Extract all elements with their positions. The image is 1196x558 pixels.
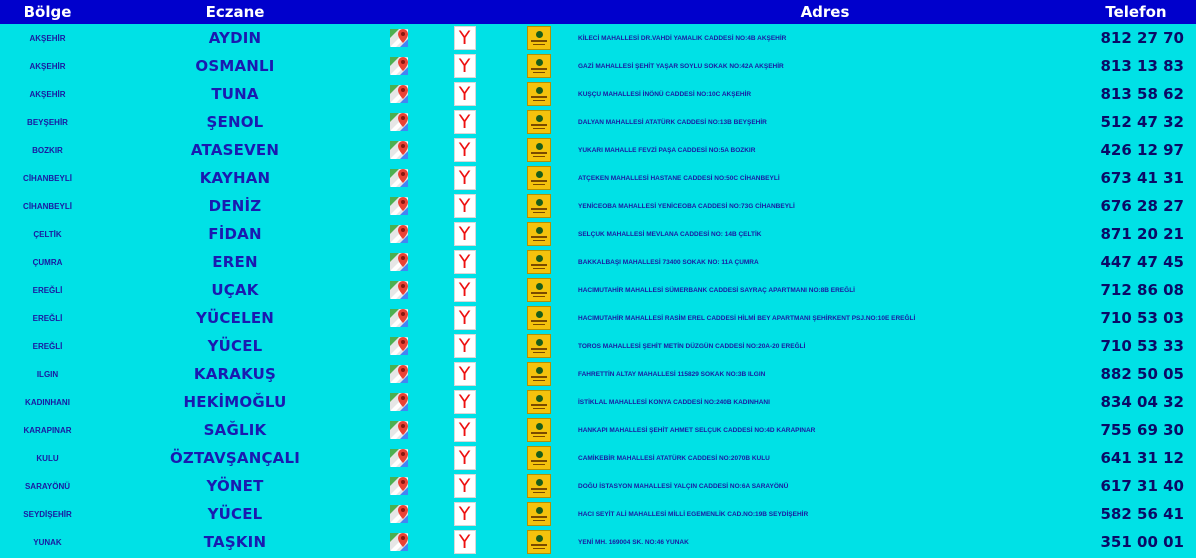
- bolge-cell: YUNAK: [33, 537, 62, 547]
- table-row: [0, 500, 1196, 528]
- eczane-badge-icon: [527, 54, 551, 78]
- eczane-badge-icon: [527, 502, 551, 526]
- eczane-badge-icon: [527, 166, 551, 190]
- bolge-cell: AKŞEHİR: [29, 61, 66, 71]
- adres-cell: BAKKALBAŞI MAHALLESİ 73400 SOKAK NO: 11A ÇUMRA: [578, 258, 759, 266]
- bolge-cell: SARAYÖNÜ: [24, 481, 71, 491]
- maps-cell[interactable]: [375, 500, 425, 528]
- table-row: [0, 416, 1196, 444]
- adres-cell: YENİCEOBA MAHALLESİ YENİCEOBA CADDESİ NO:73G CİHANBEYLİ: [578, 202, 795, 210]
- eczane-badge-icon: [527, 306, 551, 330]
- google-maps-icon[interactable]: [389, 139, 411, 161]
- eczane-name: ŞENOL: [206, 113, 264, 131]
- maps-cell[interactable]: [375, 276, 425, 304]
- yandex-glyph: Y: [458, 111, 471, 133]
- yandex-cell[interactable]: [425, 248, 504, 276]
- google-maps-icon[interactable]: [389, 111, 411, 133]
- telefon-cell: 617 31 40: [1100, 477, 1184, 495]
- yandex-navigation-icon[interactable]: [454, 250, 476, 274]
- badge-cell: [504, 52, 574, 80]
- yandex-glyph: Y: [458, 531, 471, 553]
- badge-cell: [504, 164, 574, 192]
- maps-cell[interactable]: [375, 24, 425, 52]
- google-maps-icon[interactable]: [389, 363, 411, 385]
- maps-cell[interactable]: [375, 192, 425, 220]
- bolge-cell: AKŞEHİR: [29, 89, 66, 99]
- yandex-cell[interactable]: [425, 136, 504, 164]
- google-maps-icon[interactable]: [389, 419, 411, 441]
- google-maps-icon[interactable]: [389, 475, 411, 497]
- header-row: [0, 0, 1196, 24]
- eczane-name: YÜCEL: [207, 337, 263, 355]
- yandex-cell[interactable]: [425, 108, 504, 136]
- eczane-name: HEKİMOĞLU: [183, 393, 287, 411]
- adres-cell: CAMİKEBİR MAHALLESİ ATATÜRK CADDESİ NO:2070B KULU: [578, 454, 770, 462]
- bolge-cell: AKŞEHİR: [29, 33, 66, 43]
- yandex-glyph: Y: [458, 391, 471, 413]
- maps-cell[interactable]: [375, 332, 425, 360]
- badge-cell: [504, 388, 574, 416]
- table-row: [0, 164, 1196, 192]
- telefon-cell: 882 50 05: [1100, 365, 1184, 383]
- eczane-badge-icon: [527, 362, 551, 386]
- eczane-badge-icon: [527, 222, 551, 246]
- yandex-cell[interactable]: [425, 164, 504, 192]
- table-row: [0, 360, 1196, 388]
- google-maps-icon[interactable]: [389, 55, 411, 77]
- eczane-name: TUNA: [211, 85, 259, 103]
- adres-cell: HANKAPI MAHALLESİ ŞEHİT AHMET SELÇUK CADDESİ NO:4D KARAPINAR: [578, 426, 816, 434]
- eczane-name: AYDIN: [208, 29, 262, 47]
- maps-cell[interactable]: [375, 108, 425, 136]
- eczane-name: YÜCEL: [207, 505, 263, 523]
- google-maps-icon[interactable]: [389, 307, 411, 329]
- eczane-badge-icon: [527, 474, 551, 498]
- eczane-badge-icon: [527, 194, 551, 218]
- yandex-glyph: Y: [458, 279, 471, 301]
- eczane-name: ÖZTAVŞANÇALI: [169, 449, 301, 467]
- telefon-cell: 812 27 70: [1100, 29, 1184, 47]
- eczane-badge-icon: [527, 446, 551, 470]
- google-maps-icon[interactable]: [389, 167, 411, 189]
- maps-cell[interactable]: [375, 444, 425, 472]
- yandex-navigation-icon[interactable]: [454, 26, 476, 50]
- maps-cell[interactable]: [375, 528, 425, 556]
- telefon-cell: 712 86 08: [1100, 281, 1184, 299]
- header-badge: [504, 0, 574, 24]
- telefon-cell: 641 31 12: [1100, 449, 1184, 467]
- bolge-cell: ÇUMRA: [32, 257, 63, 267]
- adres-cell: ATÇEKEN MAHALLESİ HASTANE CADDESİ NO:50C CİHANBEYLİ: [578, 174, 780, 182]
- maps-cell[interactable]: [375, 220, 425, 248]
- telefon-cell: 755 69 30: [1100, 421, 1184, 439]
- yandex-glyph: Y: [458, 83, 471, 105]
- badge-cell: [504, 444, 574, 472]
- eczane-name: ATASEVEN: [190, 141, 280, 159]
- yandex-navigation-icon[interactable]: [454, 194, 476, 218]
- telefon-cell: 512 47 32: [1100, 113, 1184, 131]
- google-maps-icon[interactable]: [389, 531, 411, 553]
- eczane-badge-icon: [527, 530, 551, 554]
- eczane-name: YÜCELEN: [195, 309, 275, 327]
- eczane-name: KARAKUŞ: [193, 365, 277, 383]
- header-eczane: Eczane: [205, 3, 265, 21]
- badge-cell: [504, 472, 574, 500]
- yandex-glyph: Y: [458, 27, 471, 49]
- eczane-name: KAYHAN: [199, 169, 271, 187]
- eczane-badge-icon: [527, 390, 551, 414]
- google-maps-icon[interactable]: [389, 251, 411, 273]
- eczane-name: OSMANLI: [195, 57, 275, 75]
- eczane-badge-icon: [527, 250, 551, 274]
- yandex-glyph: Y: [458, 363, 471, 385]
- google-maps-icon[interactable]: [389, 335, 411, 357]
- yandex-cell[interactable]: [425, 220, 504, 248]
- telefon-cell: 871 20 21: [1100, 225, 1184, 243]
- table-row: [0, 276, 1196, 304]
- yandex-cell[interactable]: [425, 472, 504, 500]
- badge-cell: [504, 416, 574, 444]
- yandex-glyph: Y: [458, 335, 471, 357]
- telefon-cell: 813 13 83: [1100, 57, 1184, 75]
- yandex-navigation-icon[interactable]: [454, 474, 476, 498]
- badge-cell: [504, 304, 574, 332]
- table-row: [0, 24, 1196, 52]
- bolge-cell: EREĞLİ: [32, 341, 63, 351]
- maps-cell[interactable]: [375, 52, 425, 80]
- yandex-cell[interactable]: [425, 80, 504, 108]
- yandex-navigation-icon[interactable]: [454, 222, 476, 246]
- bolge-cell: EREĞLİ: [32, 313, 63, 323]
- yandex-glyph: Y: [458, 195, 471, 217]
- badge-cell: [504, 220, 574, 248]
- yandex-navigation-icon[interactable]: [454, 530, 476, 554]
- yandex-navigation-icon[interactable]: [454, 390, 476, 414]
- yandex-glyph: Y: [458, 419, 471, 441]
- header-adres: Adres: [800, 3, 850, 21]
- table-row: [0, 52, 1196, 80]
- yandex-cell[interactable]: [425, 444, 504, 472]
- yandex-glyph: Y: [458, 251, 471, 273]
- maps-cell[interactable]: [375, 472, 425, 500]
- telefon-cell: 351 00 01: [1100, 533, 1184, 551]
- badge-cell: [504, 136, 574, 164]
- badge-cell: [504, 80, 574, 108]
- yandex-cell[interactable]: [425, 416, 504, 444]
- badge-cell: [504, 108, 574, 136]
- maps-cell[interactable]: [375, 248, 425, 276]
- yandex-cell[interactable]: [425, 388, 504, 416]
- table-row: [0, 80, 1196, 108]
- eczane-badge-icon: [527, 334, 551, 358]
- maps-cell[interactable]: [375, 304, 425, 332]
- eczane-name: YÖNET: [206, 477, 264, 495]
- badge-cell: [504, 24, 574, 52]
- yandex-glyph: Y: [458, 503, 471, 525]
- yandex-glyph: Y: [458, 55, 471, 77]
- bolge-cell: EREĞLİ: [32, 285, 63, 295]
- yandex-glyph: Y: [458, 139, 471, 161]
- adres-cell: SELÇUK MAHALLESİ MEVLANA CADDESİ NO: 14B ÇELTİK: [578, 230, 762, 238]
- yandex-navigation-icon[interactable]: [454, 418, 476, 442]
- telefon-cell: 673 41 31: [1100, 169, 1184, 187]
- yandex-cell[interactable]: [425, 500, 504, 528]
- yandex-navigation-icon[interactable]: [454, 278, 476, 302]
- eczane-name: TAŞKIN: [203, 533, 267, 551]
- yandex-navigation-icon[interactable]: [454, 334, 476, 358]
- adres-cell: KUŞÇU MAHALLESİ İNÖNÜ CADDESİ NO:10C AKŞEHİR: [578, 90, 752, 98]
- google-maps-icon[interactable]: [389, 279, 411, 301]
- bolge-cell: BEYŞEHİR: [27, 117, 68, 127]
- maps-cell[interactable]: [375, 164, 425, 192]
- adres-cell: İSTİKLAL MAHALLESİ KONYA CADDESİ NO:240B KADINHANI: [578, 398, 770, 406]
- yandex-cell[interactable]: [425, 304, 504, 332]
- yandex-cell[interactable]: [425, 360, 504, 388]
- eczane-badge-icon: [527, 110, 551, 134]
- maps-cell[interactable]: [375, 416, 425, 444]
- google-maps-icon[interactable]: [389, 447, 411, 469]
- yandex-navigation-icon[interactable]: [454, 306, 476, 330]
- google-maps-icon[interactable]: [389, 195, 411, 217]
- badge-cell: [504, 248, 574, 276]
- yandex-cell[interactable]: [425, 332, 504, 360]
- header-telefon: Telefon: [1105, 3, 1167, 21]
- yandex-navigation-icon[interactable]: [454, 54, 476, 78]
- bolge-cell: CİHANBEYLİ: [23, 173, 72, 183]
- eczane-name: DENİZ: [208, 197, 262, 215]
- telefon-cell: 676 28 27: [1100, 197, 1184, 215]
- pharmacy-rows: [0, 24, 1196, 556]
- table-row: [0, 388, 1196, 416]
- yandex-cell[interactable]: [425, 24, 504, 52]
- eczane-name: EREN: [212, 253, 258, 271]
- eczane-badge-icon: [527, 82, 551, 106]
- bolge-cell: KADINHANI: [25, 397, 70, 407]
- badge-cell: [504, 500, 574, 528]
- yandex-cell[interactable]: [425, 192, 504, 220]
- header-maps: [375, 0, 425, 24]
- badge-cell: [504, 528, 574, 556]
- eczane-badge-icon: [527, 138, 551, 162]
- adres-cell: FAHRETTİN ALTAY MAHALLESİ 115829 SOKAK NO:3B ILGIN: [578, 370, 766, 378]
- telefon-cell: 834 04 32: [1100, 393, 1184, 411]
- maps-cell[interactable]: [375, 360, 425, 388]
- eczane-name: FİDAN: [208, 225, 262, 243]
- yandex-glyph: Y: [458, 167, 471, 189]
- adres-cell: YENİ MH. 169004 SK. NO:46 YUNAK: [578, 538, 689, 546]
- yandex-navigation-icon[interactable]: [454, 166, 476, 190]
- eczane-badge-icon: [527, 278, 551, 302]
- yandex-glyph: Y: [458, 223, 471, 245]
- adres-cell: KİLECİ MAHALLESİ DR.VAHDİ YAMALIK CADDESİ NO:4B AKŞEHİR: [578, 34, 787, 42]
- badge-cell: [504, 276, 574, 304]
- google-maps-icon[interactable]: [389, 391, 411, 413]
- eczane-name: SAĞLIK: [203, 421, 267, 439]
- adres-cell: HACIMUTAHİR MAHALLESİ RASİM EREL CADDESİ HİLMİ BEY APARTMANI ŞEHİRKENT PSJ.NO:10E EREĞLİ: [578, 314, 916, 322]
- table-row: [0, 472, 1196, 500]
- bolge-cell: CİHANBEYLİ: [23, 201, 72, 211]
- table-row: [0, 248, 1196, 276]
- google-maps-icon[interactable]: [389, 27, 411, 49]
- bolge-cell: SEYDİŞEHİR: [23, 509, 72, 519]
- eczane-badge-icon: [527, 418, 551, 442]
- badge-cell: [504, 192, 574, 220]
- bolge-cell: KARAPINAR: [23, 425, 72, 435]
- telefon-cell: 447 47 45: [1100, 253, 1184, 271]
- adres-cell: DALYAN MAHALLESİ ATATÜRK CADDESİ NO:13B BEYŞEHİR: [578, 118, 767, 126]
- yandex-cell[interactable]: [425, 52, 504, 80]
- yandex-navigation-icon[interactable]: [454, 110, 476, 134]
- yandex-glyph: Y: [458, 475, 471, 497]
- adres-cell: HACI SEYİT ALİ MAHALLESİ MİLLİ EGEMENLİK CAD.NO:19B SEYDİŞEHİR: [578, 510, 809, 518]
- header-bolge: Bölge: [23, 3, 72, 21]
- yandex-cell[interactable]: [425, 276, 504, 304]
- maps-cell[interactable]: [375, 80, 425, 108]
- table-row: [0, 528, 1196, 556]
- adres-cell: YUKARI MAHALLE FEVZİ PAŞA CADDESİ NO:5A BOZKIR: [578, 146, 756, 154]
- yandex-navigation-icon[interactable]: [454, 138, 476, 162]
- badge-cell: [504, 332, 574, 360]
- adres-cell: HACIMUTAHİR MAHALLESİ SÜMERBANK CADDESİ SAYRAÇ APARTMANI NO:8B EREĞLİ: [578, 286, 855, 294]
- table-row: [0, 108, 1196, 136]
- yandex-navigation-icon[interactable]: [454, 446, 476, 470]
- yandex-glyph: Y: [458, 447, 471, 469]
- bolge-cell: ILGIN: [36, 369, 59, 379]
- adres-cell: GAZİ MAHALLESİ ŞEHİT YAŞAR SOYLU SOKAK NO:42A AKŞEHİR: [578, 62, 784, 70]
- google-maps-icon[interactable]: [389, 83, 411, 105]
- adres-cell: DOĞU İSTASYON MAHALLESİ YALÇIN CADDESİ NO:6A SARAYÖNÜ: [578, 482, 789, 490]
- bolge-cell: BOZKIR: [32, 145, 63, 155]
- table-row: [0, 220, 1196, 248]
- eczane-badge-icon: [527, 26, 551, 50]
- table-row: [0, 192, 1196, 220]
- yandex-glyph: Y: [458, 307, 471, 329]
- yandex-navigation-icon[interactable]: [454, 82, 476, 106]
- telefon-cell: 710 53 33: [1100, 337, 1184, 355]
- telefon-cell: 710 53 03: [1100, 309, 1184, 327]
- table-row: [0, 332, 1196, 360]
- telefon-cell: 426 12 97: [1100, 141, 1184, 159]
- adres-cell: TOROS MAHALLESİ ŞEHİT METİN DÜZGÜN CADDESİ NO:20A-20 EREĞLİ: [578, 342, 806, 350]
- yandex-navigation-icon[interactable]: [454, 502, 476, 526]
- google-maps-icon[interactable]: [389, 223, 411, 245]
- table-row: [0, 136, 1196, 164]
- header-yandex: [425, 0, 504, 24]
- telefon-cell: 813 58 62: [1100, 85, 1184, 103]
- maps-cell[interactable]: [375, 136, 425, 164]
- table-row: [0, 444, 1196, 472]
- yandex-navigation-icon[interactable]: [454, 362, 476, 386]
- bolge-cell: KULU: [36, 453, 59, 463]
- table-row: [0, 304, 1196, 332]
- google-maps-icon[interactable]: [389, 503, 411, 525]
- badge-cell: [504, 360, 574, 388]
- bolge-cell: ÇELTİK: [33, 229, 62, 239]
- eczane-name: UÇAK: [211, 281, 259, 299]
- yandex-cell[interactable]: [425, 528, 504, 556]
- telefon-cell: 582 56 41: [1100, 505, 1184, 523]
- maps-cell[interactable]: [375, 388, 425, 416]
